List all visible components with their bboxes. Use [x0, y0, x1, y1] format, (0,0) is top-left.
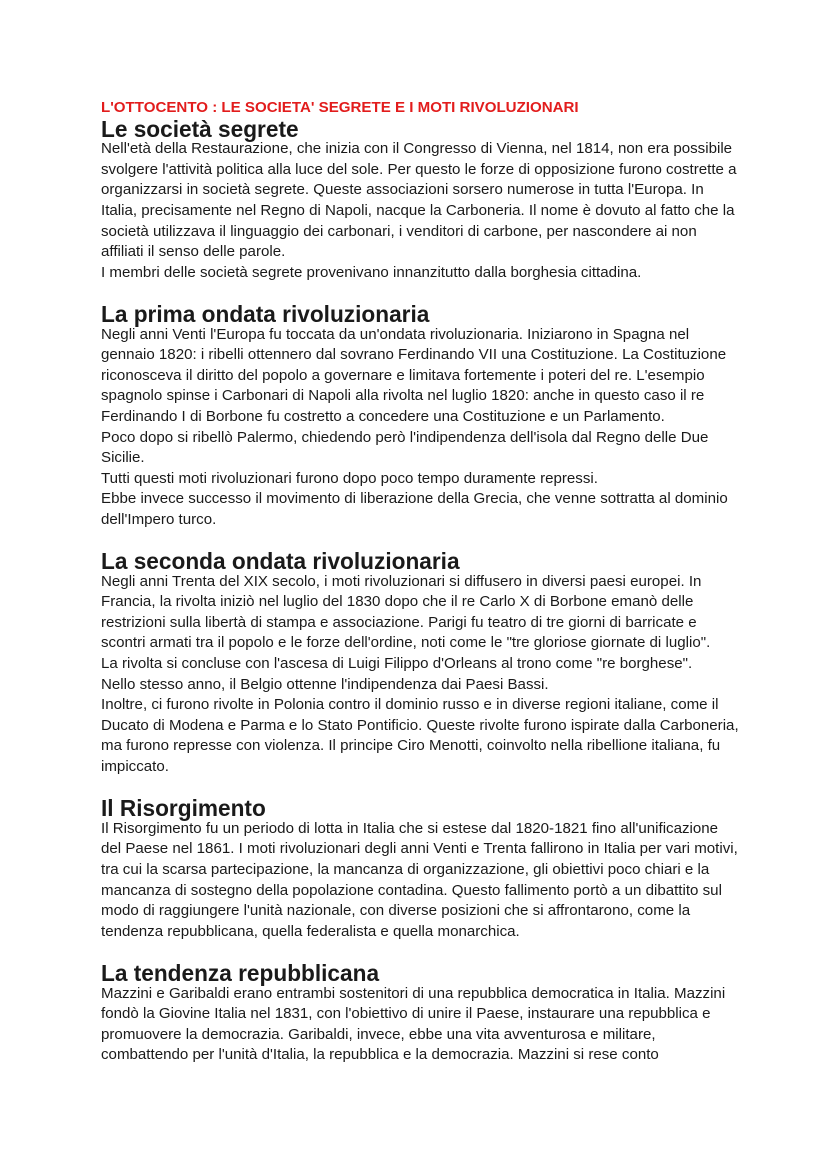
paragraph: Mazzini e Garibaldi erano entrambi sostenitori di una repubblica democratica in Italia. Mazzini fondò la Giovine Italia nel 1831, con l'obiettivo di unire il Paese, instaurare una repubblica e promuovere la democrazia. Garibaldi, invece, ebbe una vita avventurosa e militare, combattendo per l'unità d'Italia, la repubblica e la democrazia. Mazzini si rese conto — [101, 984, 726, 1064]
section-risorgimento — [101, 795, 741, 942]
section-heading: Le società segrete — [101, 115, 299, 142]
section-seconda-ondata — [101, 548, 741, 778]
section-heading: La prima ondata rivoluzionaria — [101, 300, 430, 327]
document-page — [101, 98, 741, 1087]
section-tendenza-repubblicana — [101, 959, 741, 1066]
section-heading: Il Risorgimento — [101, 795, 266, 822]
paragraph: Nell'età della Restaurazione, che inizia con il Congresso di Vienna, nel 1814, non era possibile svolgere l'attività politica alla luce del sole. Per questo le forze di opposizione furono costrette a organizzarsi in società segrete. Queste associazioni sorsero numerose in tutta l'Europa. In Italia, precisamente nel Regno di Napoli, nacque la Carboneria. Il nome è dovuto al fatto che la società utilizzava il linguaggio dei carbonari, i venditori di carbone, per nascondere ai non affiliati il senso delle parole. — [101, 140, 737, 261]
section-prima-ondata — [101, 300, 741, 531]
paragraph: I membri delle società segrete provenivano innanzitutto dalla borghesia cittadina. — [101, 263, 642, 281]
document-title: L'OTTOCENTO : LE SOCIETA' SEGRETE E I MOTI RIVOLUZIONARI — [101, 99, 579, 116]
paragraph: Il Risorgimento fu un periodo di lotta in Italia che si estese dal 1820-1821 fino all'unificazione del Paese nel 1861. I moti rivoluzionari degli anni Venti e Trenta fallirono in Italia per vari motivi, tra cui la scarsa partecipazione, la mancanza di organizzazione, gli obiettivi poco chiari e la mancanza di sostegno della popolazione contadina. Questo fallimento portò a un dibattito sul modo di raggiungere l'unità nazionale, con diverse posizioni che si affrontarono, come la tendenza repubblicana, quella federalista e quella monarchica. — [101, 819, 738, 940]
paragraph: Negli anni Trenta del XIX secolo, i moti rivoluzionari si diffusero in diversi paesi europei. In Francia, la rivolta iniziò nel luglio del 1830 dopo che il re Carlo X di Borbone emanò delle restrizioni sulla libertà di stampa e associazione. Parigi fu teatro di tre giorni di barricate e scontri armati tra il popolo e le forze dell'ordine, noti come le "tre gloriose giornate di luglio". — [101, 572, 711, 652]
section-heading: La seconda ondata rivoluzionaria — [101, 548, 460, 575]
paragraph: Tutti questi moti rivoluzionari furono dopo poco tempo duramente repressi. — [101, 469, 598, 487]
paragraph: Negli anni Venti l'Europa fu toccata da un'ondata rivoluzionaria. Iniziarono in Spagna nel gennaio 1820: i ribelli ottennero dal sovrano Ferdinando VII una Costituzione. La Costituzione riconosceva il diritto del popolo a governare e limitava fortemente i poteri del re. L'esempio spagnolo spinse i Carbonari di Napoli alla rivolta nel luglio 1820: anche in questo caso il re Ferdinando I di Borbone fu costretto a concedere una Costituzione e un Parlamento. — [101, 325, 727, 425]
paragraph: Ebbe invece successo il movimento di liberazione della Grecia, che venne sottratta al dominio dell'Impero turco. — [101, 490, 728, 528]
paragraph: Poco dopo si ribellò Palermo, chiedendo però l'indipendenza dell'isola dal Regno delle Due Sicilie. — [101, 428, 709, 467]
paragraph: Nello stesso anno, il Belgio ottenne l'indipendenza dai Paesi Bassi. — [101, 675, 549, 693]
paragraph: La rivolta si concluse con l'ascesa di Luigi Filippo d'Orleans al trono come "re borghese". — [101, 655, 693, 673]
section-heading: La tendenza repubblicana — [101, 959, 380, 986]
section-societa-segrete — [101, 115, 741, 284]
paragraph: Inoltre, ci furono rivolte in Polonia contro il dominio russo e in diverse regioni italiane, come il Ducato di Modena e Parma e lo Stato Pontificio. Queste rivolte furono ispirate dalla Carboneria, ma furono represse con violenza. Il principe Ciro Menotti, coinvolto nella ribellione italiana, fu impiccato. — [101, 696, 739, 775]
